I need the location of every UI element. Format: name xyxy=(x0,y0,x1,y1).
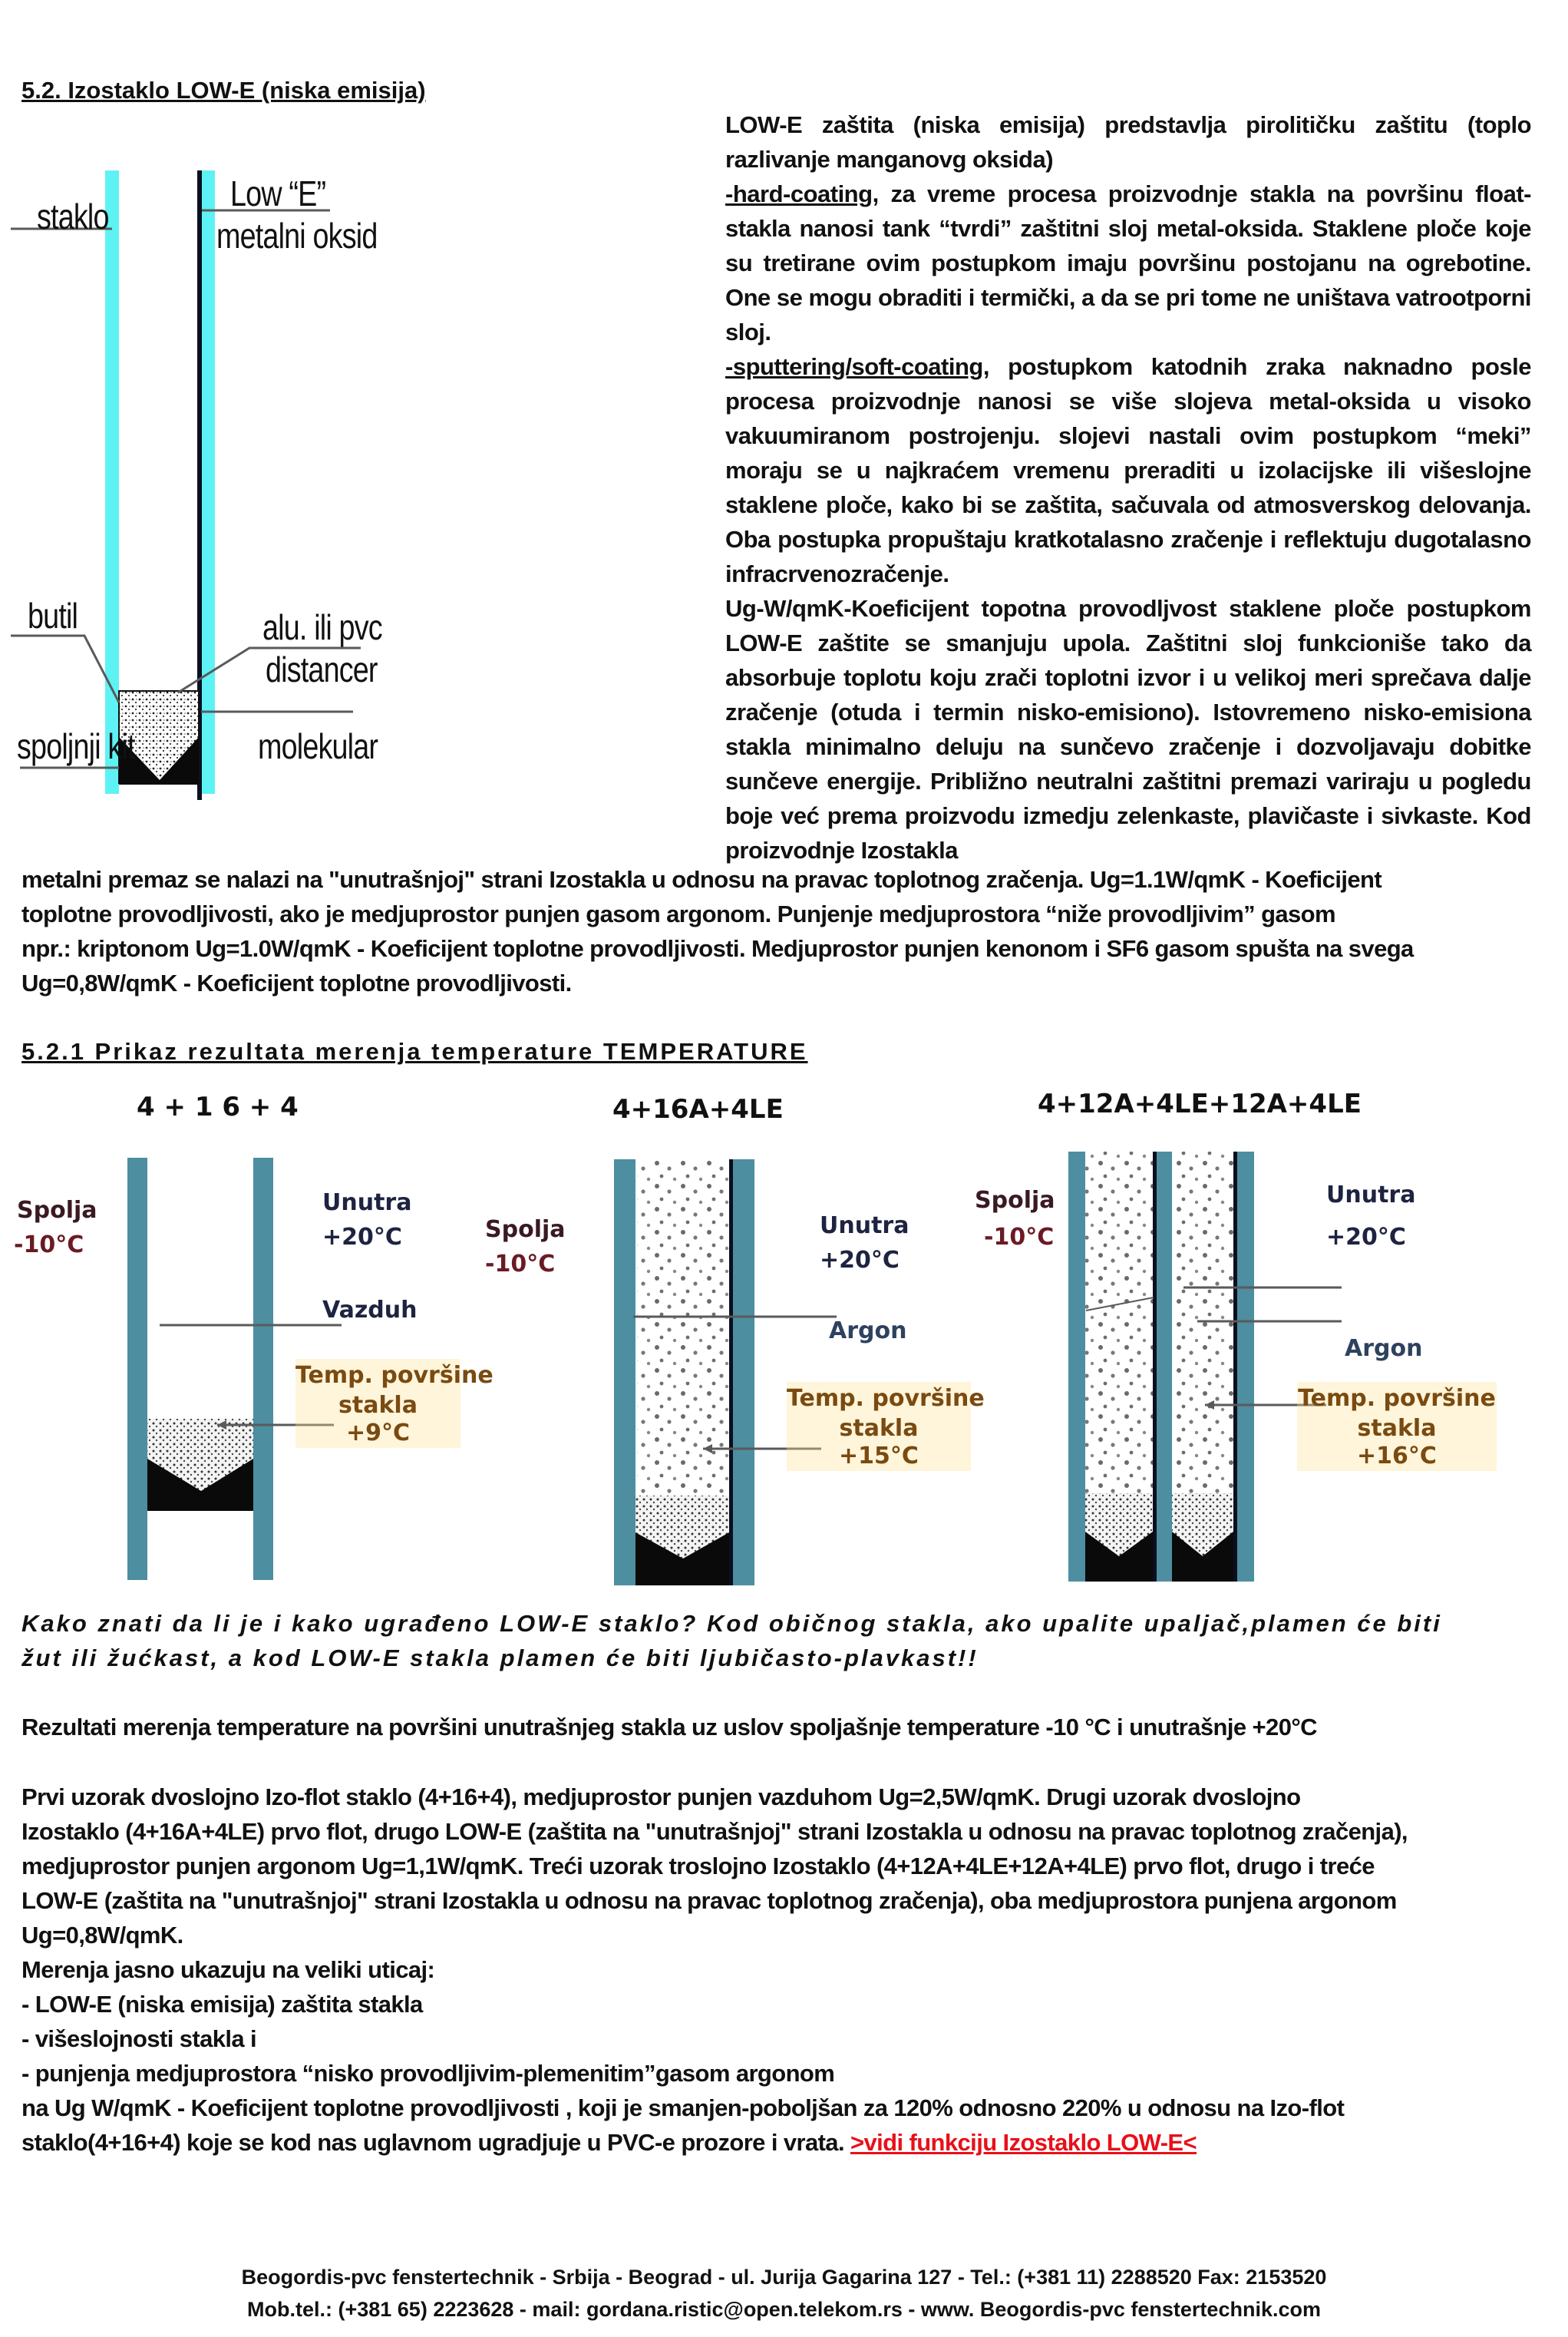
sample-1-outside-label: Spolja xyxy=(17,1197,97,1224)
continuation-text xyxy=(21,862,1537,1000)
results-line: Prvi uzorak dvoslojno Izo-flot staklo (4+16+4), medjuprostor punjen vazduhom Ug=2,5W/qmK. Drugi uzorak dvoslojno xyxy=(21,1783,1301,1810)
glass-pane xyxy=(733,1159,754,1585)
results-line: - višeslojnosti stakla i xyxy=(21,2025,257,2052)
sample-3-outside-temp: -10°C xyxy=(984,1224,1055,1251)
sample-3-inside-temp: +20°C xyxy=(1326,1224,1406,1251)
surface-label: stakla xyxy=(787,1416,971,1442)
sample-3-inside-label: Unutra xyxy=(1326,1182,1416,1208)
results-line: LOW-E (zaštita na "unutrašnjoj" strani Izostakla u odnosu na pravac toplotnog zračenja), oba medjuprostora punjena argonom xyxy=(21,1887,1397,1914)
label-molekular: molekular xyxy=(258,726,378,766)
sample-2-title: 4+16A+4LE xyxy=(612,1094,784,1125)
label-staklo: staklo xyxy=(37,197,109,236)
footer-contact: Mob.tel.: (+381 65) 2223628 - mail: gordana.ristic@open.telekom.rs - www. Beogordis-pvc fenstertechnik.com xyxy=(247,2298,1321,2321)
results-last-text: staklo(4+16+4) koje se kod nas uglavnom ugradjuje u PVC-e prozore i vrata. xyxy=(21,2129,850,2156)
sample-2-inside-temp: +20°C xyxy=(820,1247,900,1274)
results-last-line xyxy=(21,2125,1537,2160)
low-e-coating xyxy=(1153,1152,1157,1582)
subsection-title: 5.2.1 Prikaz rezultata merenja temperature TEMPERATURE xyxy=(21,1038,808,1065)
hard-coating-paragraph xyxy=(725,177,1531,349)
temperature-samples-illustration xyxy=(0,1090,1568,1566)
sample-1-outside-temp: -10°C xyxy=(14,1231,84,1258)
results-line: Merenja jasno ukazuju na veliki uticaj: xyxy=(21,1956,435,1983)
leader-line-butil xyxy=(11,636,119,702)
sample-1-inside-label: Unutra xyxy=(322,1189,412,1216)
continuation-line: toplotne provodljivosti, ako je medjuprostor punjen gasom argonom. Punjenje medjuprostora “niže provodljivim” gasom xyxy=(21,901,1335,927)
sample-2-gas: Argon xyxy=(829,1317,907,1344)
soft-coating-paragraph xyxy=(725,349,1531,591)
sample-1-title: 4 + 1 6 + 4 xyxy=(137,1092,299,1122)
results-line: Ug=0,8W/qmK. xyxy=(21,1922,183,1949)
sample-3-gas: Argon xyxy=(1345,1335,1423,1362)
label-spoljnji-kit: spoljnji kit xyxy=(17,726,135,766)
glass-pane xyxy=(253,1158,273,1580)
intro-text xyxy=(725,107,1531,868)
sample-2-outside-label: Spolja xyxy=(485,1216,566,1243)
label-distancer: distancer xyxy=(266,650,378,689)
sample-2-inside-label: Unutra xyxy=(820,1212,909,1239)
surface-label: Temp. površine xyxy=(1297,1382,1497,1416)
continuation-line: Ug=0,8W/qmK - Koeficijent toplotne provodljivosti. xyxy=(21,970,572,997)
surface-temp-value: +9°C xyxy=(295,1419,460,1448)
soft-coating-term: -sputtering/soft-coating xyxy=(725,353,983,380)
hard-coating-text: , za vreme procesa proizvodnje stakla na površinu float-stakla nanosi tank “tvrdi” zaštitni sloj metal-oksida. Staklene ploče koje su tretirane ovim postupkom imaju površinu postojanu na ogrebotine. One se mogu obraditi i termički, a da se pri tome ne uništava vatrootporni sloj. xyxy=(725,180,1531,345)
surface-label: Temp. površine xyxy=(787,1382,971,1416)
continuation-line: npr.: kriptonom Ug=1.0W/qmK - Koeficijent toplotne provodljivosti. Medjuprostor punjen kenonom i SF6 gasom spušta na svega xyxy=(21,935,1414,962)
tip-line: Kako znati da li je i kako ugrađeno LOW-E staklo? Kod običnog stakla, ako upalite upaljač,plamen će biti xyxy=(21,1610,1442,1637)
footer xyxy=(0,2261,1568,2325)
sample-1-gas: Vazduh xyxy=(322,1297,418,1324)
label-metalni-oksid: metalni oksid xyxy=(216,216,378,256)
results-line: - LOW-E (niska emisija) zaštita stakla xyxy=(21,1991,423,2018)
surface-label: stakla xyxy=(1297,1416,1497,1442)
surface-label: stakla xyxy=(295,1393,460,1419)
sample-3-surface-temp xyxy=(1297,1382,1497,1471)
sample-2-outside-temp: -10°C xyxy=(485,1251,556,1278)
glass-pane xyxy=(1237,1152,1254,1582)
sample-1-inside-temp: +20°C xyxy=(322,1224,402,1251)
label-low-e: Low “E” xyxy=(230,174,326,213)
label-butil: butil xyxy=(28,596,78,636)
sample-2-surface-temp xyxy=(787,1382,985,1471)
low-e-function-link[interactable]: >vidi funkciju Izostaklo LOW-E< xyxy=(850,2129,1197,2156)
low-e-coating xyxy=(729,1159,733,1585)
sample-2-diagram xyxy=(614,1159,837,1585)
results-intro xyxy=(21,1710,1537,1744)
glass-pane xyxy=(1068,1152,1085,1582)
low-e-tip xyxy=(21,1606,1537,1675)
glass-pane xyxy=(1157,1152,1172,1582)
glass-pane xyxy=(127,1158,147,1580)
inner-glass-pane xyxy=(201,170,215,794)
intro-paragraph: LOW-E zaštita (niska emisija) predstavlja pirolitičku zaštitu (toplo razlivanje manganovg oksida) xyxy=(725,111,1531,173)
hard-coating-term: -hard-coating xyxy=(725,180,873,207)
section-title: 5.2. Izostaklo LOW-E (niska emisija) xyxy=(21,77,426,104)
footer-address: Beogordis-pvc fenstertechnik - Srbija - Beograd - ul. Jurija Gagarina 127 - Tel.: (+381 11) 2288520 Fax: 2153520 xyxy=(241,2266,1327,2289)
sample-1-surface-temp xyxy=(295,1359,494,1448)
surface-temp-value: +15°C xyxy=(787,1442,971,1471)
surface-temp-value: +16°C xyxy=(1297,1442,1497,1471)
glass-pane xyxy=(614,1159,635,1585)
label-alu-pvc: alu. ili pvc xyxy=(262,607,382,647)
results-line: medjuprostor punjen argonom Ug=1,1W/qmK. Treći uzorak troslojno Izostaklo (4+12A+4LE+12A+4LE) prvo flot, drugo i treće xyxy=(21,1853,1375,1879)
results-intro-line: Rezultati merenja temperature na površini unutrašnjeg stakla uz uslov spoljašnje temperature -10 °C i unutrašnje +20°C xyxy=(21,1714,1317,1740)
sample-3-diagram xyxy=(1068,1152,1342,1582)
results-line: Izostaklo (4+16A+4LE) prvo flot, drugo LOW-E (zaštita na "unutrašnjoj" strani Izostakla u odnosu na pravac toplotnog zračenja), xyxy=(21,1818,1408,1845)
results-text xyxy=(21,1780,1537,2160)
sample-3-outside-label: Spolja xyxy=(975,1187,1055,1214)
surface-label: Temp. površine xyxy=(295,1359,460,1393)
ug-paragraph: Ug-W/qmK-Koeficijent topotna provodljvost staklene ploče postupkom LOW-E zaštite se smanjuju upola. Zaštitni sloj funkcioniše tako da absorbuje toplotu koju zrači toplotni izvor i u velikoj meri sprečava dalje zračenje (otuda i termin nisko-emisiono). Istovremeno nisko-emisiona stakla minimalno deluju na sunčevo zračenje i dozvoljavaju dobitke sunčeve energije. Približno neutralni zaštitni premazi variraju u pogledu boje već prema proizvodu izmedju zelenkaste, plavičaste i sivkaste. Kod proizvodnje Izostakla xyxy=(725,595,1531,864)
continuation-line: metalni premaz se nalazi na "unutrašnjoj" strani Izostakla u odnosu na pravac toplotnog zračenja. Ug=1.1W/qmK - Koeficijent xyxy=(21,866,1382,893)
results-line: na Ug W/qmK - Koeficijent toplotne provodljivosti , koji je smanjen-poboljšan za 120% odnosno 220% u odnosu na Izo-flot xyxy=(21,2094,1345,2121)
results-line: - punjenja medjuprostora “nisko provodljivim-plemenitim”gasom argonom xyxy=(21,2060,835,2087)
low-e-coating xyxy=(1233,1152,1237,1582)
tip-line: žut ili žućkast, a kod LOW-E stakla plamen će biti ljubičasto-plavkast!! xyxy=(21,1644,979,1671)
sample-3-title: 4+12A+4LE+12A+4LE xyxy=(1038,1089,1362,1119)
soft-coating-text: , postupkom katodnih zraka naknadno posle procesa proizvodnje nanosi se više slojeva metal-oksida u visoko vakuumiranom postrojenju. slojevi nastali ovim postupkom “meki” moraju se u najkraćem vremenu preraditi u izolacijske ili višeslojne staklene ploče, kako bi se zaštita, sačuvala od atmosverskog delovanja. Oba postupka propuštaju kratkotalasno zračenje i reflektuju dugotalasno infracrvenozračenje. xyxy=(725,353,1531,587)
